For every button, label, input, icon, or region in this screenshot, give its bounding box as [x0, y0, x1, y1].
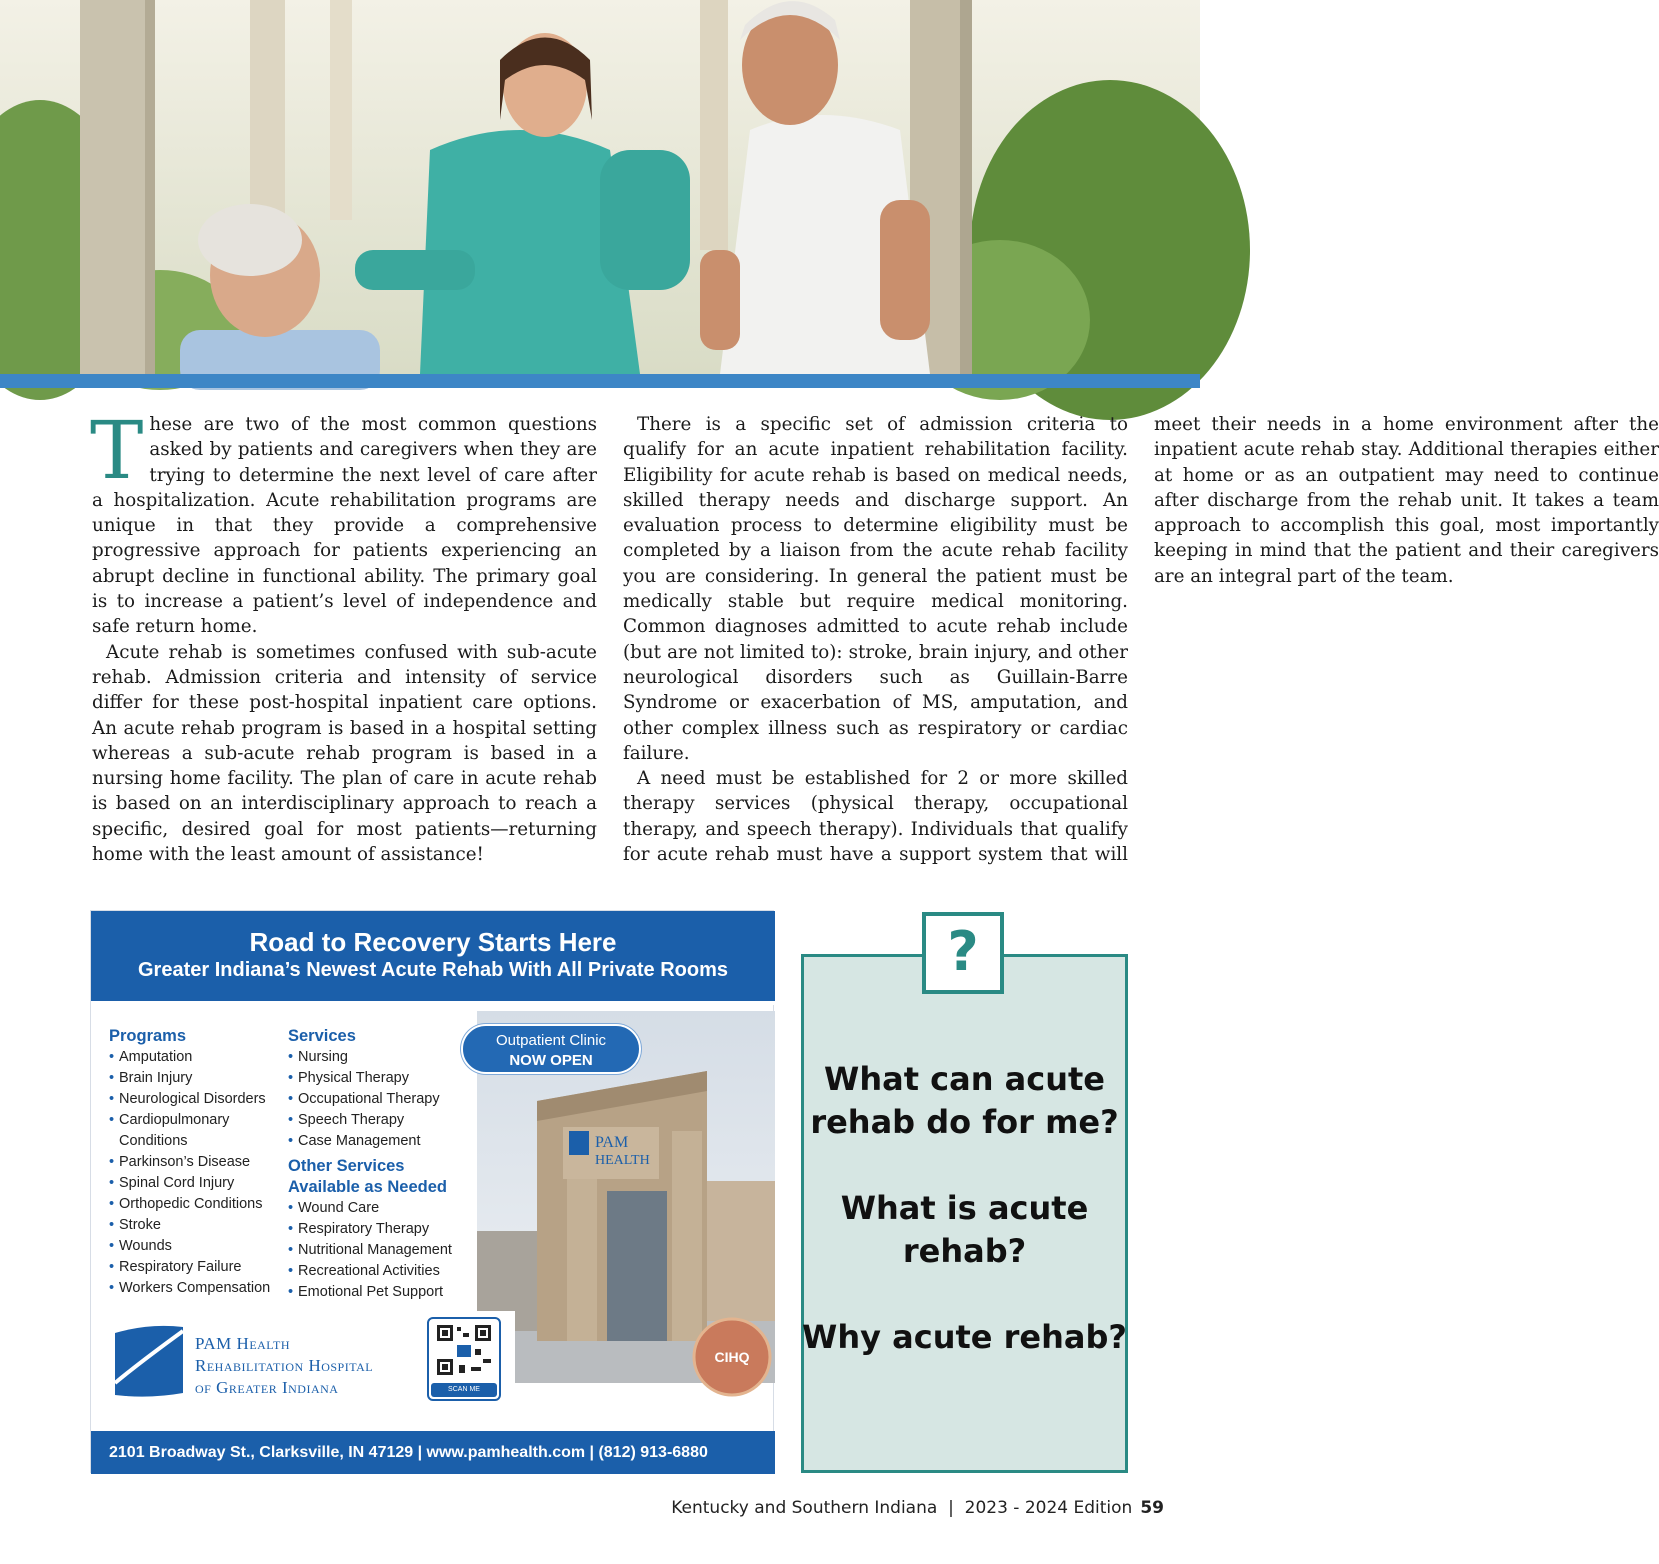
list-item: • Occupational Therapy — [288, 1089, 478, 1110]
qr-code[interactable] — [427, 1317, 501, 1401]
article-body — [90, 404, 1659, 890]
list-item: • Recreational Activities — [288, 1261, 478, 1282]
list-item: • Orthopedic Conditions — [109, 1194, 279, 1215]
sign-text-pam: PAM — [595, 1134, 629, 1151]
logo-text — [195, 1333, 373, 1399]
page-number: 59 — [1140, 1498, 1164, 1518]
clinic-line-2: NOW OPEN — [509, 1052, 593, 1069]
article-paragraph-2: Acute rehab is sometimes confused with sub-acute rehab. Admission criteria and intensity of service differ for these post-hospital inpatient care options. An acute rehab program is based in a hospital setting whereas a sub-acute rehab program is based in a nursing home facility. The plan of care in acute rehab is based on an interdisciplinary approach to reach a specific, desired goal for most patients—returning home with the least amount of assistance! — [92, 641, 597, 866]
question-3: Why acute rehab? — [802, 1318, 1127, 1356]
pam-logo-icon — [109, 1323, 187, 1403]
pam-health-ad — [90, 910, 774, 1473]
list-item: • Brain Injury — [109, 1068, 279, 1089]
logo-line-1: PAM Health — [195, 1334, 291, 1353]
question-1: What can acute rehab do for me? — [810, 1060, 1119, 1141]
article-paragraph-4: A need must be established for 2 or more skilled therapy services (physical therapy, occupational therapy, and speech therapy). Individuals that qualify for acute rehab must have a support system that will meet their needs in a home environment after the inpatient acute rehab stay. Additional therapies either at home or as an outpatient may need to continue after discharge from the rehab unit. It takes a team approach to accomplish this goal, most importantly keeping in mind that the patient and their caregivers are an integral part of the team. — [623, 414, 1659, 866]
programs-title: Programs — [109, 1027, 187, 1045]
list-item: • Respiratory Failure — [109, 1257, 279, 1278]
logo-line-3: of Greater Indiana — [195, 1378, 339, 1397]
list-item: • Wounds — [109, 1236, 279, 1257]
hero-photo — [0, 0, 1200, 374]
list-item: • Workers Compensation — [109, 1278, 279, 1299]
clinic-line-1: Outpatient Clinic — [495, 1032, 607, 1049]
list-item: • Spinal Cord Injury — [109, 1173, 279, 1194]
ad-headline: Road to Recovery Starts Here — [249, 927, 617, 957]
outpatient-clinic-badge — [461, 1024, 641, 1074]
scan-me-label: SCAN ME — [431, 1383, 497, 1397]
programs-list — [109, 1047, 279, 1299]
programs-column — [109, 1026, 279, 1299]
publication-name: Kentucky and Southern Indiana | 2023 - 2024 Edition — [671, 1498, 1133, 1518]
drop-cap: T — [90, 404, 144, 497]
question-mark-icon: ? — [922, 912, 1004, 994]
article-paragraph-1-text: hese are two of the most common questions asked by patients and caregivers when they are trying to determine the next level of care after a hospitalization. Acute rehabilitation programs are unique in that they provide a comprehensive progressive approach for patients experiencing an abrupt decline in functional ability. The primary goal is to increase a patient’s level of independence and safe return home. — [92, 414, 597, 638]
list-item: • Cardiopulmonary Conditions — [109, 1110, 279, 1152]
seal-text: CIHQ — [714, 1349, 750, 1365]
other-services-list — [288, 1198, 478, 1303]
services-title: Services — [288, 1027, 356, 1045]
list-item: • Emotional Pet Support — [288, 1282, 478, 1303]
question-2: What is acute rehab? — [840, 1189, 1089, 1270]
sign-text-health: HEALTH — [595, 1153, 650, 1168]
article-paragraph-1 — [90, 404, 597, 640]
list-item: • Stroke — [109, 1215, 279, 1236]
list-item: • Case Management — [288, 1131, 478, 1152]
list-item: • Speech Therapy — [288, 1110, 478, 1131]
list-item: • Neurological Disorders — [109, 1089, 279, 1110]
page-footer — [671, 1498, 1164, 1518]
ad-contact-footer: 2101 Broadway St., Clarksville, IN 47129 | www.pamhealth.com | (812) 913-6880 — [91, 1431, 775, 1474]
services-column — [288, 1026, 478, 1303]
services-list — [288, 1047, 478, 1152]
other-services-title: Other Services Available as Needed — [288, 1157, 447, 1196]
list-item: • Amputation — [109, 1047, 279, 1068]
article-paragraph-3: There is a specific set of admission criteria to qualify for an acute inpatient rehabilitation facility. Eligibility for acute rehab is based on medical needs, skilled therapy needs and discharge support. An evaluation process to determine eligibility must be completed by a liaison from the acute rehab facility you are considering. In general the patient must be medically stable but require medical monitoring. Common diagnoses admitted to acute rehab include (but are not limited to): stroke, brain injury, and other neurological disorders such as Guillain-Barre Syndrome or exacerbation of MS, amputation, and other complex illness such as respiratory or cardiac failure. — [623, 414, 1128, 764]
list-item: • Respiratory Therapy — [288, 1219, 478, 1240]
qr-code-icon — [429, 1319, 499, 1381]
questions-text — [801, 1058, 1128, 1402]
hero-divider — [0, 374, 1200, 388]
ad-header — [91, 911, 775, 1005]
ad-subheadline: Greater Indiana’s Newest Acute Rehab With All Private Rooms — [138, 959, 728, 981]
list-item: • Nutritional Management — [288, 1240, 478, 1261]
list-item: • Nursing — [288, 1047, 478, 1068]
list-item: • Wound Care — [288, 1198, 478, 1219]
list-item: • Parkinson’s Disease — [109, 1152, 279, 1173]
list-item: • Physical Therapy — [288, 1068, 478, 1089]
logo-line-2: Rehabilitation Hospital — [195, 1356, 374, 1375]
